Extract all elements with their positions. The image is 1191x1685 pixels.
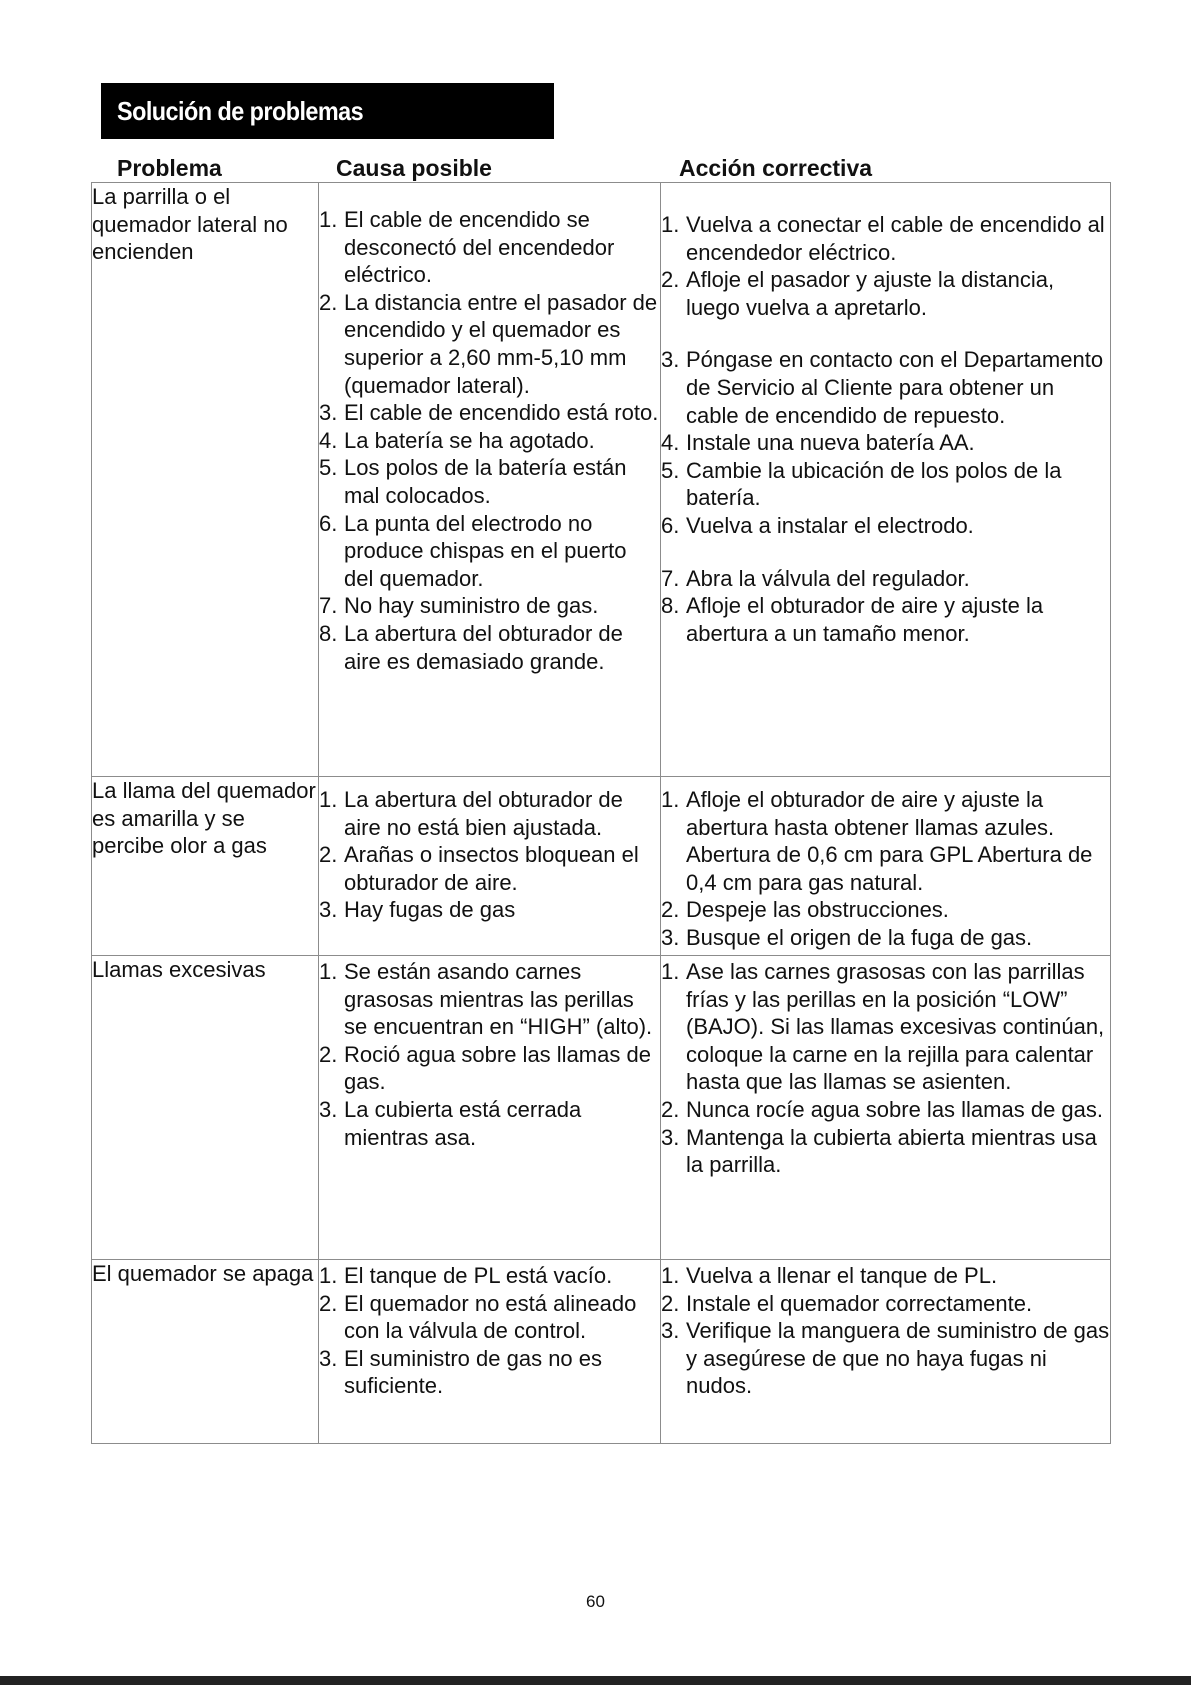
bottom-rule — [0, 1676, 1191, 1685]
table-row — [92, 777, 1111, 956]
header-action: Acción correctiva — [679, 155, 873, 181]
action-list — [661, 1262, 1110, 1400]
list-item: 8. La abertura del obturador de aire es demasiado grande. — [319, 620, 623, 674]
cause-list — [319, 1262, 660, 1400]
list-item: 2. Nunca rocíe agua sobre las llamas de gas. — [661, 1096, 1104, 1122]
cause-cell — [319, 777, 661, 956]
list-item: 2. Despeje las obstrucciones. — [661, 897, 949, 923]
list-item: 2. Afloje el pasador y ajuste la distancia, luego vuelva a apretarlo. — [661, 267, 1055, 320]
list-item: 1. Vuelva a conectar el cable de encendido al encendedor eléctrico. — [661, 212, 1105, 265]
list-item: 5. Cambie la ubicación de los polos de la batería. — [661, 457, 1062, 511]
list-item: 1. Afloje el obturador de aire y ajuste la abertura hasta obtener llamas azules. Abertura de 0,6 cm para GPL Abertura de 0,4 cm para gas natural. — [661, 787, 1093, 895]
action-list — [661, 211, 1110, 647]
list-item: 2. Arañas o insectos bloquean el obturador de aire. — [319, 842, 639, 895]
table-row — [92, 956, 1111, 1260]
list-item: 1. Se están asando carnes grasosas mientras las perillas se encuentran en “HIGH” (alto). — [319, 959, 653, 1040]
problem-cell — [92, 1260, 319, 1444]
list-item: 1. Ase las carnes grasosas con las parrillas frías y las perillas en la posición “LOW” (BAJO). Si las llamas excesivas continúan, coloque la carne en la rejilla para calentar hasta que las llamas se asienten. — [661, 959, 1105, 1095]
page-number: 60 — [586, 1592, 605, 1611]
list-item: 3. El suministro de gas no es suficiente. — [319, 1345, 603, 1399]
list-item: 2. La distancia entre el pasador de encendido y el quemador es superior a 2,60 mm-5,10 mm (quemador lateral). — [319, 289, 658, 398]
cause-list — [319, 786, 660, 924]
list-item: 1. El tanque de PL está vacío. — [319, 1263, 613, 1288]
list-item: 6. La punta del electrodo no produce chispas en el puerto del quemador. — [319, 510, 627, 591]
list-item: 6. Vuelva a instalar el electrodo. — [661, 512, 974, 538]
list-item: 5. Los polos de la batería están mal colocados. — [319, 455, 627, 508]
cause-cell — [319, 183, 661, 777]
list-item: 3. Busque el origen de la fuga de gas. — [661, 924, 1033, 950]
cause-list — [319, 958, 660, 1151]
action-cell — [661, 183, 1111, 777]
problem-cell — [92, 183, 319, 777]
problem-text: La parrilla o el quemador lateral no encienden — [92, 184, 288, 265]
action-cell — [661, 1260, 1111, 1444]
action-cell — [661, 777, 1111, 956]
problem-text: El quemador se apaga — [92, 1261, 314, 1286]
list-item: 3. La cubierta está cerrada mientras asa. — [319, 1096, 582, 1150]
list-item: 3. Póngase en contacto con el Departamento de Servicio al Cliente para obtener un cable de encendido de repuesto. — [661, 347, 1104, 428]
problem-cell — [92, 956, 319, 1260]
list-item: 3. El cable de encendido está roto. — [319, 400, 659, 426]
section-title: Solución de problemas — [117, 95, 364, 126]
list-item: 1. La abertura del obturador de aire no está bien ajustada. — [319, 787, 623, 840]
troubleshooting-table — [91, 182, 1111, 1444]
list-item: 1. Vuelva a llenar el tanque de PL. — [661, 1263, 998, 1288]
action-list — [661, 786, 1110, 952]
list-item: 3. Hay fugas de gas — [319, 897, 516, 923]
list-item: 3. Mantenga la cubierta abierta mientras usa la parrilla. — [661, 1124, 1097, 1178]
list-item: 3. Verifique la manguera de suministro de gas y asegúrese de que no haya fugas ni nudos. — [661, 1318, 1110, 1399]
list-item: 1. El cable de encendido se desconectó del encendedor eléctrico. — [319, 207, 615, 288]
problem-cell — [92, 777, 319, 956]
list-item: 2. Roció agua sobre las llamas de gas. — [319, 1041, 651, 1095]
header-problem: Problema — [117, 155, 222, 181]
list-item: 8. Afloje el obturador de aire y ajuste la abertura a un tamaño menor. — [661, 593, 1044, 646]
header-cause: Causa posible — [336, 155, 492, 181]
list-item: 2. El quemador no está alineado con la válvula de control. — [319, 1290, 637, 1344]
cause-cell — [319, 956, 661, 1260]
list-item: 7. Abra la válvula del regulador. — [661, 565, 970, 591]
table-row — [92, 1260, 1111, 1444]
action-list — [661, 958, 1110, 1179]
list-item: 7. No hay suministro de gas. — [319, 593, 599, 619]
cause-cell — [319, 1260, 661, 1444]
list-item: 2. Instale el quemador correctamente. — [661, 1290, 1033, 1316]
cause-list — [319, 206, 660, 675]
section-title-bar — [101, 83, 554, 139]
action-cell — [661, 956, 1111, 1260]
list-item: 4. Instale una nueva batería AA. — [661, 430, 975, 456]
table-row — [92, 183, 1111, 777]
list-item: 4. La batería se ha agotado. — [319, 427, 595, 453]
problem-text: Llamas excesivas — [92, 957, 266, 982]
problem-text: La llama del quemador es amarilla y se percibe olor a gas — [92, 778, 316, 859]
